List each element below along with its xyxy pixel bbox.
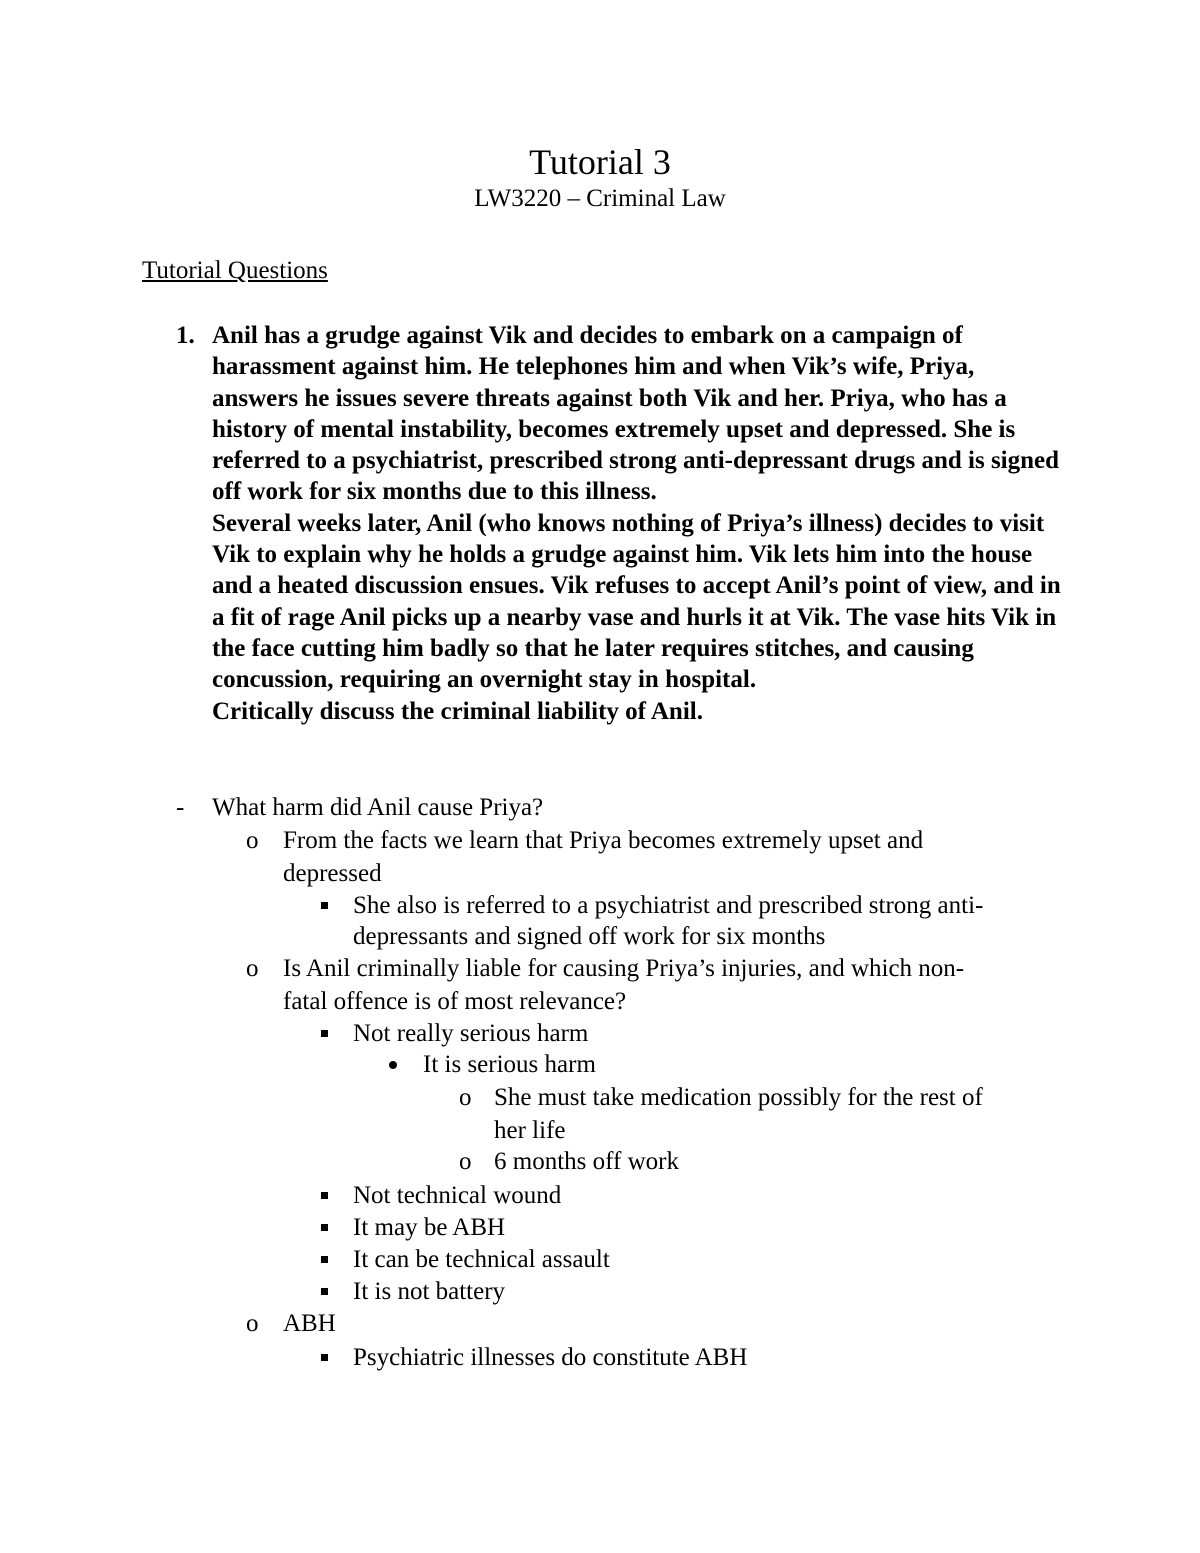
medication-line-2: her life bbox=[494, 1117, 566, 1144]
document-title: Tutorial 3 bbox=[529, 142, 671, 182]
liable-line-1: Is Anil criminally liable for causing Priya’s injuries, and which non- bbox=[283, 955, 965, 982]
dot-bullet bbox=[389, 1061, 397, 1069]
question-text bbox=[212, 320, 1062, 727]
harm-question: What harm did Anil cause Priya? bbox=[212, 794, 544, 821]
square-bullet bbox=[321, 1192, 328, 1199]
question-paragraph-2: Several weeks later, Anil (who knows nothing of Priya’s illness) decides to visit Vik to explain why he holds a grudge against him. Vik lets him into the house and a heated discussion ensues. Vik refuses to accept Anil’s point of view, and in a fit of rage Anil picks up a nearby vase and hurls it at Vik. The vase hits Vik in the face cutting him badly so that he later requires stitches, and causing concussion, requiring an overnight stay in hospital. bbox=[212, 509, 1061, 694]
technical-assault: It can be technical assault bbox=[353, 1246, 610, 1273]
liable-line-2: fatal offence is of most relevance? bbox=[283, 988, 627, 1015]
not-technical-wound: Not technical wound bbox=[353, 1182, 562, 1209]
square-bullet bbox=[321, 1030, 328, 1037]
months-off-work: 6 months off work bbox=[494, 1148, 679, 1175]
square-bullet bbox=[321, 902, 328, 909]
circle-bullet: o bbox=[246, 1310, 259, 1337]
question-paragraph-1: Anil has a grudge against Vik and decides to embark on a campaign of harassment against him. He telephones him and when Vik’s wife, Priya, answers he issues severe threats against both Vik and her. Priya, who has a history of mental instability, becomes extremely upset and depressed. She is referred to a psychiatrist, prescribed strong anti-depressant drugs and is signed off work for six months due to this illness. bbox=[212, 322, 1060, 506]
abh-heading: ABH bbox=[283, 1310, 336, 1337]
question-number: 1. bbox=[176, 322, 195, 349]
psychiatric-abh: Psychiatric illnesses do constitute ABH bbox=[353, 1344, 748, 1371]
medication-line-1: She must take medication possibly for the rest of bbox=[494, 1084, 983, 1111]
circle-bullet: o bbox=[246, 827, 259, 854]
square-bullet bbox=[321, 1288, 328, 1295]
dash-bullet: - bbox=[176, 794, 185, 821]
facts-line-2: depressed bbox=[283, 860, 382, 887]
circle-bullet: o bbox=[246, 955, 259, 982]
square-bullet bbox=[321, 1256, 328, 1263]
is-serious-harm: It is serious harm bbox=[423, 1051, 596, 1078]
not-battery: It is not battery bbox=[353, 1278, 506, 1305]
circle-bullet: o bbox=[459, 1148, 472, 1175]
circle-bullet: o bbox=[459, 1084, 472, 1111]
psychiatrist-line-2: depressants and signed off work for six months bbox=[353, 923, 826, 950]
square-bullet bbox=[321, 1224, 328, 1231]
question-instruction: Critically discuss the criminal liability of Anil. bbox=[212, 697, 703, 725]
course-subtitle: LW3220 – Criminal Law bbox=[474, 185, 726, 212]
may-be-abh: It may be ABH bbox=[353, 1214, 506, 1241]
not-serious-harm: Not really serious harm bbox=[353, 1020, 589, 1047]
psychiatrist-line-1: She also is referred to a psychiatrist and prescribed strong anti- bbox=[353, 892, 984, 919]
square-bullet bbox=[321, 1354, 328, 1361]
facts-line-1: From the facts we learn that Priya becomes extremely upset and bbox=[283, 827, 924, 854]
section-heading: Tutorial Questions bbox=[142, 257, 328, 284]
